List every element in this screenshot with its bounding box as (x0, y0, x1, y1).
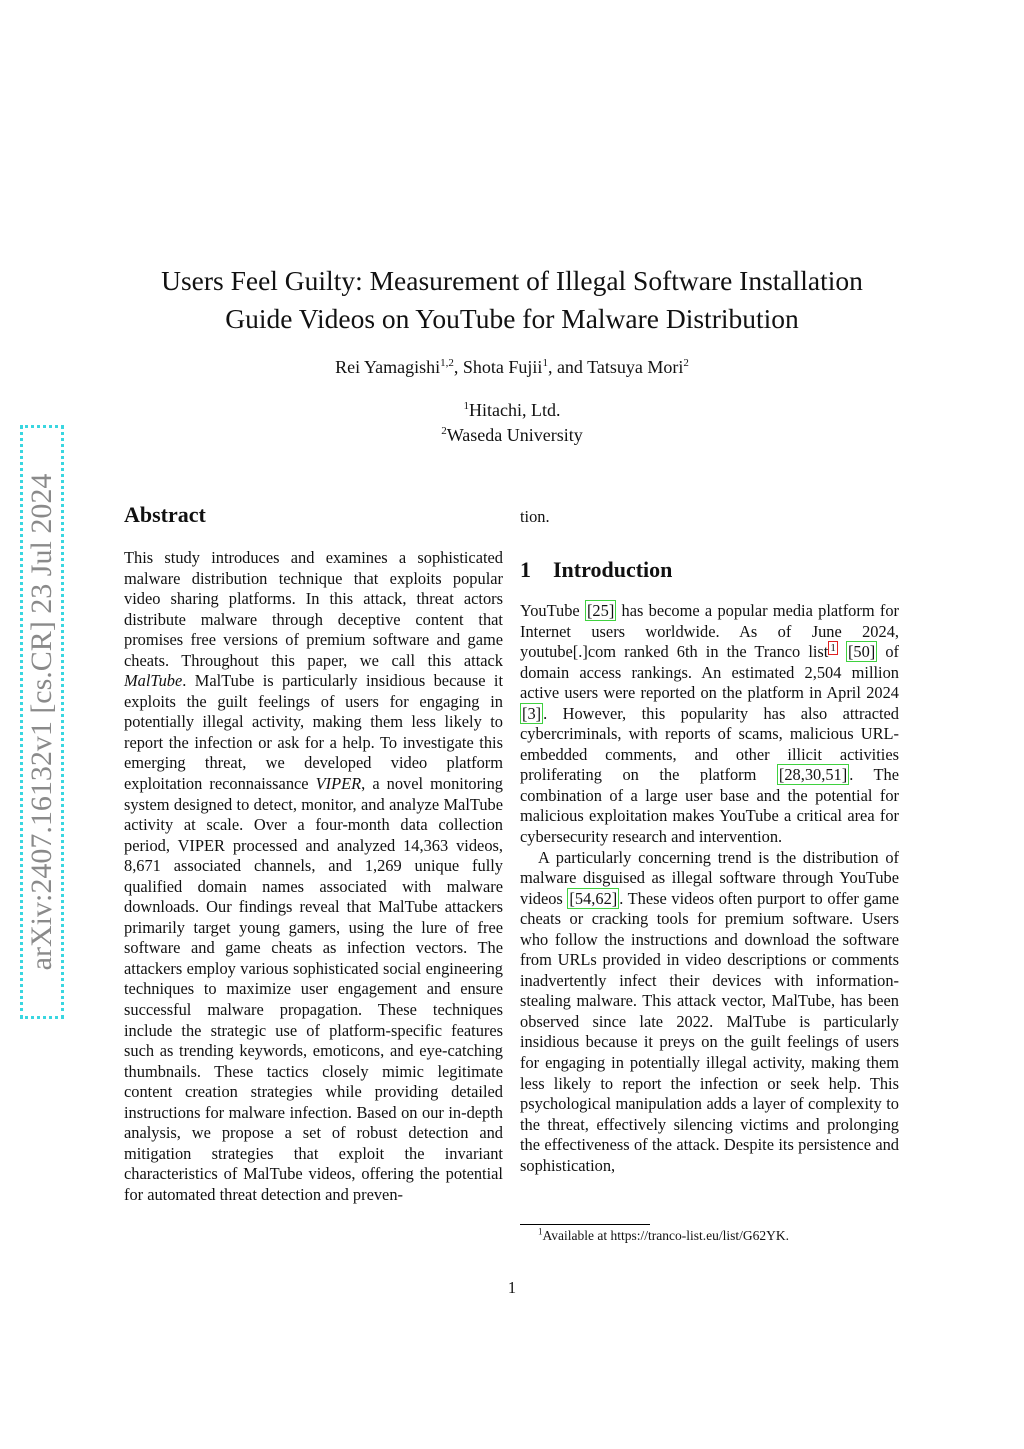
intro-paragraph-2 (520, 848, 899, 1177)
citation-link[interactable]: [50] (847, 642, 876, 662)
abstract-heading: Abstract (124, 502, 206, 527)
citation-link[interactable]: [3] (522, 703, 542, 723)
citation-link[interactable]: [54,62] (569, 888, 618, 908)
affiliation-item (0, 423, 1024, 448)
affiliation-name: Waseda University (446, 425, 583, 445)
paper-title (0, 262, 1024, 338)
intro-text: YouTube (520, 601, 585, 620)
author-name: Rei Yamagishi (335, 357, 441, 377)
introduction-body (520, 601, 899, 1176)
author-name: Shota Fujii (462, 357, 543, 377)
intro-text (838, 642, 846, 661)
section-title: Introduction (553, 557, 673, 582)
abstract-body (124, 548, 503, 1206)
affiliation-number: 2 (441, 425, 447, 437)
section-number: 1 (520, 557, 531, 582)
citation-link[interactable]: [25] (586, 601, 615, 620)
abstract-text: . MalTube is particularly insidious because it exploits the guilt feelings of users for engaging in potentially illegal activity, making them less likely to report the infection or ask for a help. To investigate this emerging threat, we developed video platform exploitation reconnaissance (124, 671, 503, 794)
footnote-rule (520, 1224, 650, 1225)
abstract-text: , a novel monitoring system designed to detect, monitor, and analyze MalTube activity at scale. Over a four-month data collection period, VIPER processed and analyzed 14,363 videos, 8,671 associated channels, and 1,269 unique fully qualified domain names associated with malware downloads. Our findings reveal that MalTube attackers primarily target young gamers, using the lure of free software and game cheats as infection vectors. The attackers employ various sophisticated social engineering techniques to maximize user engagement and ensure successful malware propagation. These techniques include the strategic use of platform-specific features such as trending keywords, emoticons, and eye-catching thumbnails. These tactics closely mimic legitimate content creation strategies while providing detailed instructions for malware infection. Based on our in-depth analysis, we propose a set of robust detection and mitigation strategies that exploit the invariant characteristics of MalTube videos, offering the potential for automated threat detection and preven- (124, 774, 503, 1204)
citation-link[interactable]: [28,30,51] (778, 765, 848, 785)
title-line-2: Guide Videos on YouTube for Malware Distribution (225, 303, 799, 334)
author-separator: , (453, 357, 463, 377)
intro-text: A particularly concerning trend is the distribution of malware disguised as illegal software through YouTube videos (520, 847, 899, 908)
intro-text: . However, this popularity has also attracted cybercriminals, with reports of scams, malicious URL-embedded comments, and other illicit activities proliferating on the platform (520, 703, 899, 785)
arxiv-side-stamp[interactable] (20, 425, 64, 1019)
abstract-text: This study introduces and examines a sophisticated malware distribution technique that exploits popular video sharing platforms. In this attack, threat actors distribute malware through deceptive content that promises free versions of premium software and game cheats. Throughout this paper, we call this attack (124, 548, 503, 670)
page-number: 1 (507, 1278, 517, 1297)
affiliation-list (0, 398, 1024, 448)
author-affiliation-mark: 2 (683, 357, 689, 369)
author-list (0, 357, 1024, 378)
viper-term: VIPER (315, 774, 362, 794)
affiliation-name: Hitachi, Ltd. (469, 400, 561, 420)
intro-text: of domain access rankings. An estimated 2,504 million active users were reported on the platform in April 2024 (520, 642, 899, 703)
intro-paragraph-1 (520, 601, 899, 848)
footnote (538, 1228, 789, 1244)
introduction-heading (520, 557, 672, 583)
intro-text: . These videos often purport to offer game cheats or cracking tools for premium software. Users who follow the instructions and download the software from URLs provided in video descriptions or comments inadvertently infect their devices with information-stealing malware. This attack vector, MalTube, has been observed since late 2022. MalTube is particularly insidious because it preys on the guilt feelings of users for engaging in potentially illegal activity, making them less likely to report the infection or seek help. This psychological manipulation adds a layer of complexity to the threat, effectively silencing victims and prolonging the effectiveness of the attack. Despite its persistence and sophistication, (520, 888, 899, 1175)
author-affiliation-mark: 1,2 (440, 357, 454, 369)
intro-text: . The combination of a large user base and the potential for malicious exploitation makes YouTube a critical area for cybersecurity research and intervention. (520, 765, 899, 847)
affiliation-number: 1 (463, 400, 469, 412)
author-affiliation-mark: 1 (542, 357, 548, 369)
title-line-1: Users Feel Guilty: Measurement of Illegal Software Installation (161, 265, 863, 296)
abstract-paragraph (124, 548, 503, 1206)
maltube-term: MalTube (124, 671, 183, 691)
author-separator: , and (547, 357, 588, 377)
footnote-number: 1 (538, 1226, 543, 1237)
intro-text: has become a popular media platform for Internet users worldwide. As of June 2024, youtube[.]com ranked 6th in the Tranco list (520, 601, 899, 662)
abstract-continuation: tion. (520, 507, 550, 526)
footnote-text: Available at https://tranco-list.eu/list/G62YK. (542, 1228, 789, 1243)
author-name: Tatsuya Mori (587, 357, 684, 377)
arxiv-identifier: arXiv:2407.16132v1 [cs.CR] 23 Jul 2024 (25, 473, 58, 971)
affiliation-item (0, 398, 1024, 423)
footnote-link[interactable]: 1 (830, 641, 836, 654)
